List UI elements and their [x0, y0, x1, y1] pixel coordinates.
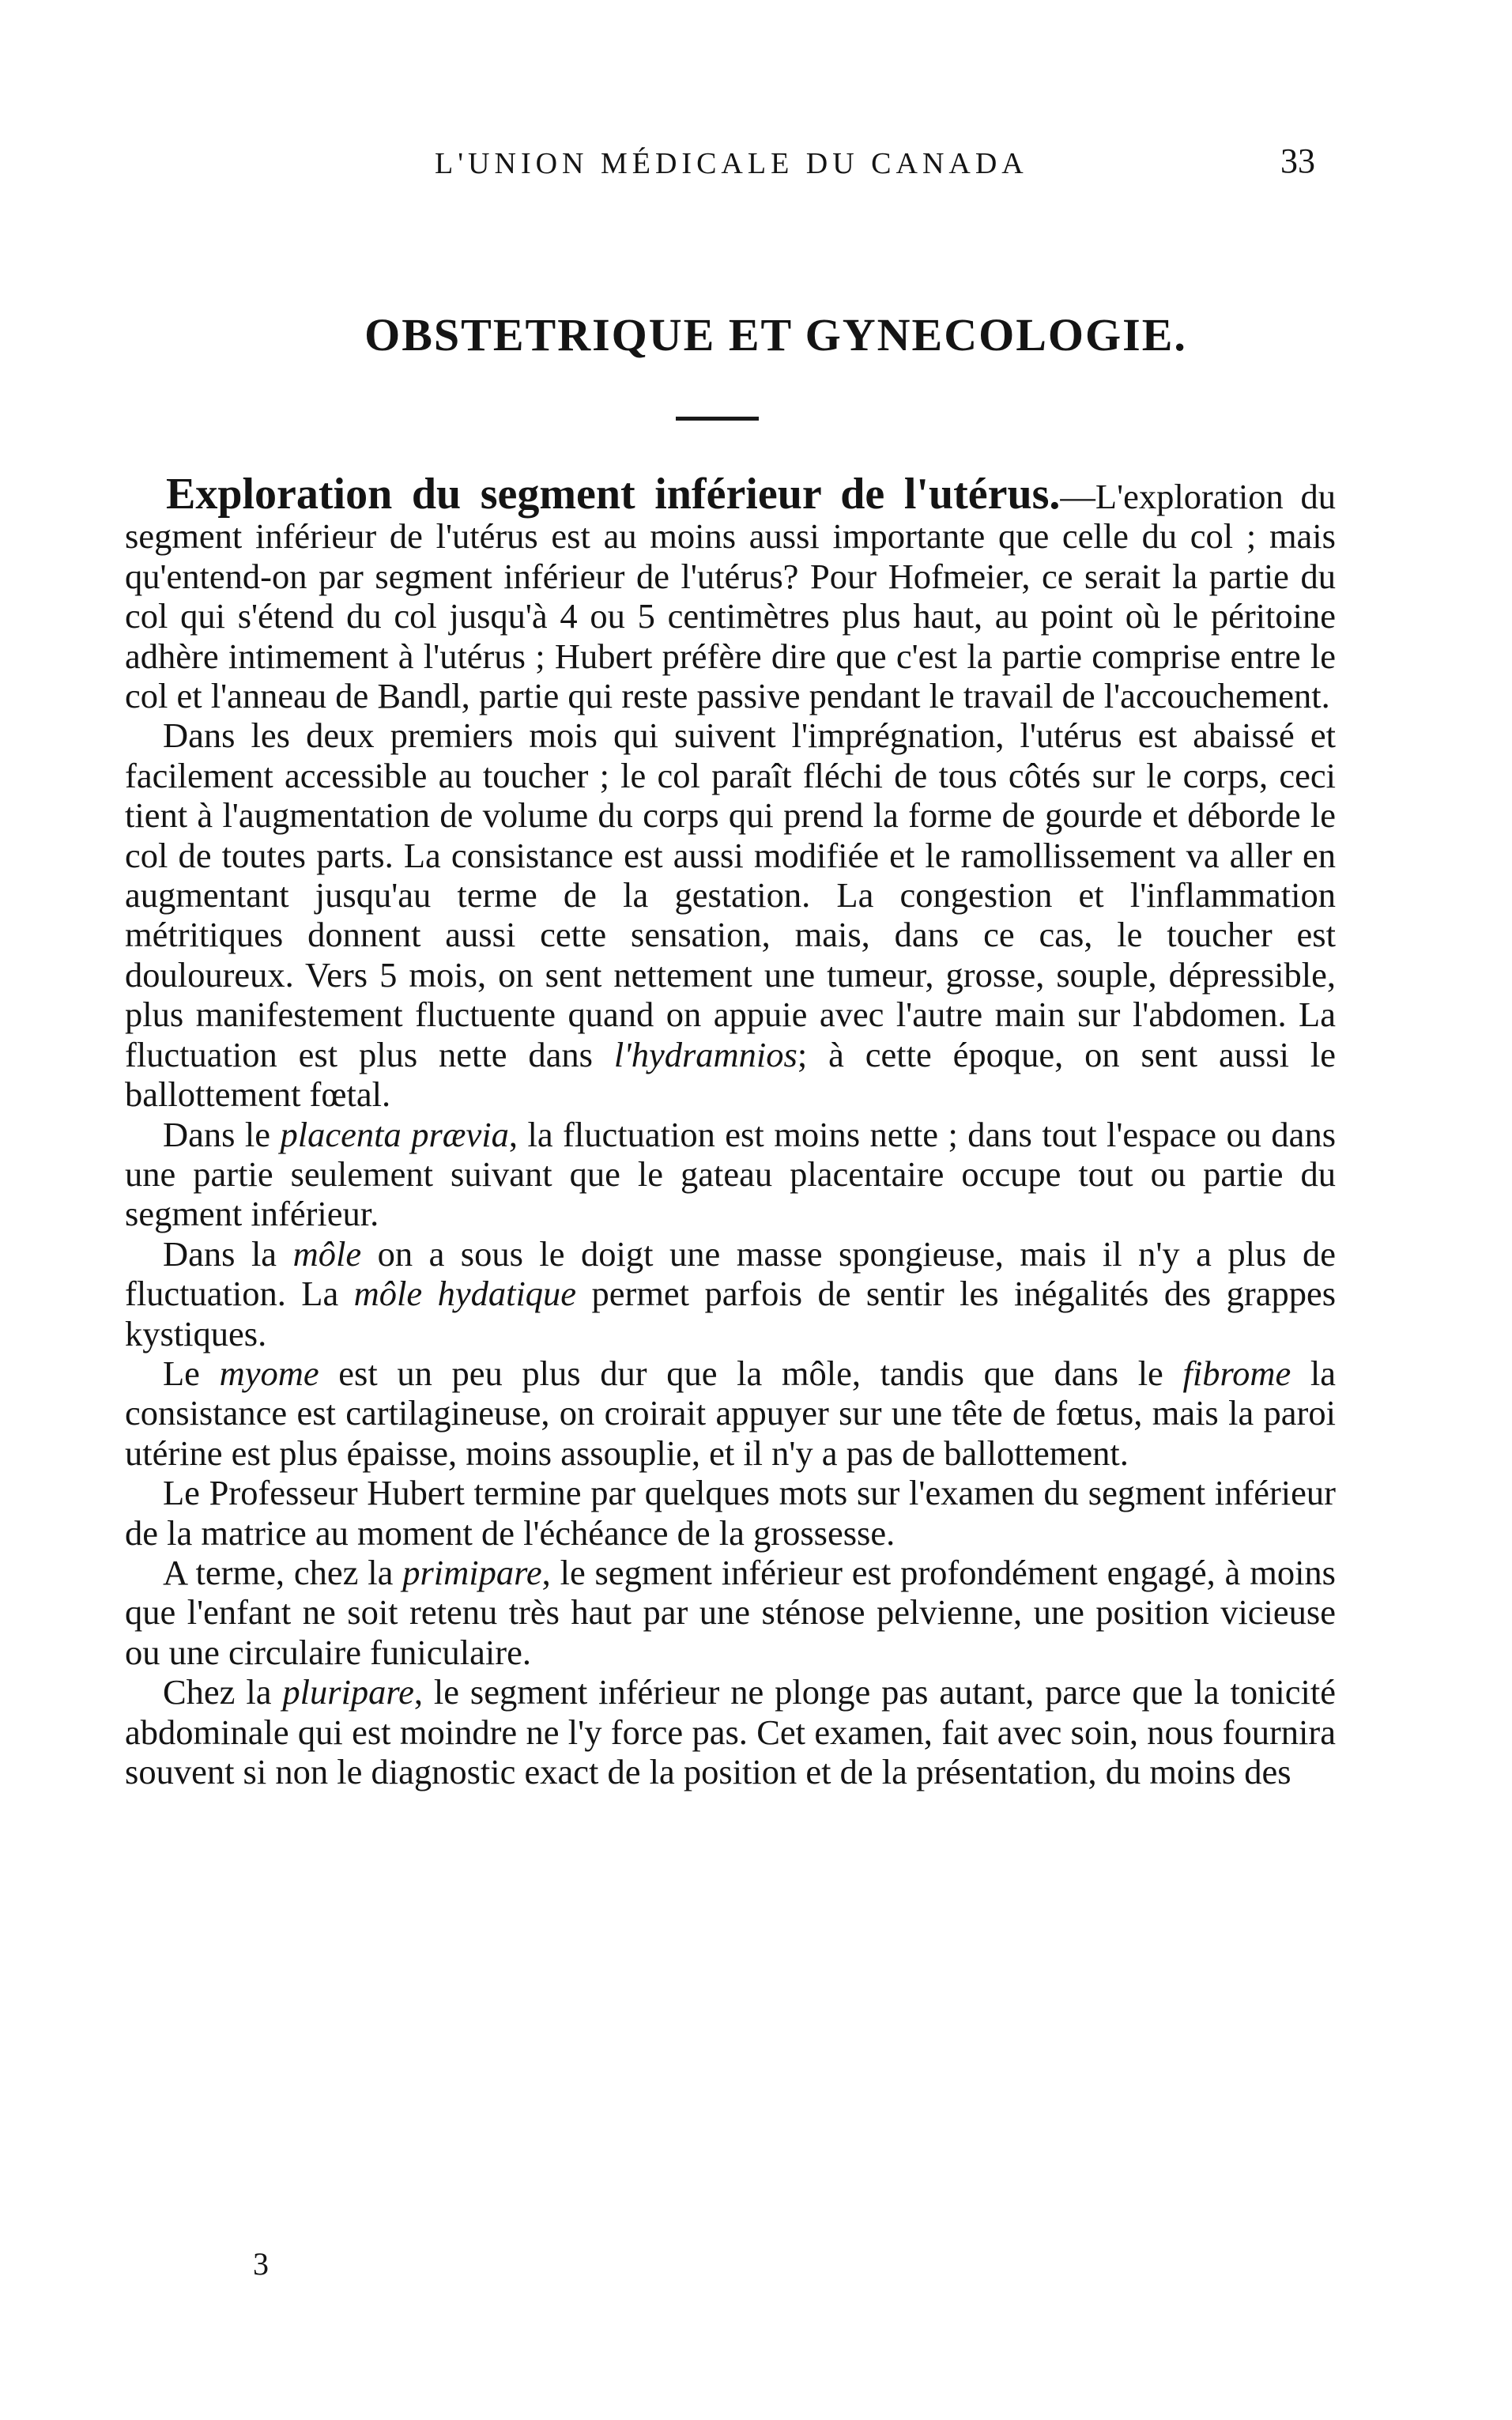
paragraph-7: A terme, chez la primipare, le segment inférieur est profondément engagé, à moins que l'enfant ne soit retenu très haut par une sténose pelvienne, une position vicieuse ou une circulaire funiculaire. — [125, 1552, 1336, 1672]
paragraph-5: Le myome est un peu plus dur que la môle, tandis que dans le fibrome la consistance est cartilagineuse, on croirait appuyer sur une tête de fœtus, mais la paroi utérine est plus épaisse, moins assouplie, et il n'y a pas de ballottement. — [125, 1353, 1337, 1473]
paragraph-4: Dans la môle on a sous le doigt une masse spongieuse, mais il n'y a plus de fluctuation. La môle hydatique permet parfois de sentir les inégalités des grappes kystiques. — [125, 1233, 1337, 1353]
italic-term: fibrome — [1182, 1353, 1291, 1393]
paragraph-1-text: —L'exploration du segment inférieur de l'utérus est au moins aussi importante que celle du col ; mais qu'entend-on par segment inférieur de l'utérus? Pour Hofmeier, ce serait la partie du col qui s'étend du col jusqu'à 4 ou 5 centimètres plus haut, au point où le péritoine adhère intimement à l'utérus ; Hubert préfère dire que c'est la partie comprise entre le col et l'anneau de Bandl, partie qui reste passive pendant le travail de l'accouchement. — [125, 477, 1336, 716]
italic-term: myome — [219, 1353, 319, 1393]
paragraph-8: Chez la pluripare, le segment inférieur ne plonge pas autant, parce que la tonicité abdominale qui est moindre ne l'y force pas. Cet examen, fait avec soin, nous fournira souvent si non le diagnostic exact de la position et de la présentation, du moins des — [125, 1672, 1336, 1791]
italic-term: pluripare — [282, 1672, 414, 1712]
italic-term: môle — [292, 1233, 362, 1274]
paragraph-2: Dans les deux premiers mois qui suivent l'imprégnation, l'utérus est abaissé et facilement accessible au toucher ; le col paraît fléchi de tous côtés sur le corps, ceci tient à l'augmentation de volume du corps qui prend la forme de gourde et déborde le col de toutes parts. La consistance est aussi modifiée et le ramollissement va aller en augmentant jusqu'au terme de la gestation. La congestion et l'inflammation métritiques donnent aussi cette sensation, mais, dans ce cas, le toucher est douloureux. Vers 5 mois, on sent nettement une tumeur, grosse, souple, dépressible, plus manifestement fluctuente quand on appuie avec l'autre main sur l'abdomen. La fluctuation est plus nette dans l'hydramnios; à cette époque, on sent aussi le ballottement fœtal. — [125, 715, 1336, 1115]
page-number: 33 — [1280, 142, 1315, 180]
article-heading: Exploration du segment inférieur de l'utérus. — [166, 470, 1061, 519]
italic-term: primipare — [402, 1552, 542, 1592]
running-head: L'UNION MÉDICALE DU CANADA — [435, 147, 1028, 180]
paragraph-6: Le Professeur Hubert termine par quelques mots sur l'examen du segment inférieur de la matrice au moment de l'échéance de la grossesse. — [125, 1473, 1336, 1553]
signature-mark: 3 — [253, 2246, 269, 2282]
title-rule — [676, 417, 759, 421]
italic-term: môle hydatique — [353, 1274, 577, 1314]
italic-term: placenta prævia — [280, 1114, 509, 1154]
section-title: OBSTETRIQUE ET GYNECOLOGIE. — [364, 309, 1187, 361]
paragraph-1 — [125, 470, 1336, 716]
paragraph-3: Dans le placenta prævia, la fluctuation est moins nette ; dans tout l'espace ou dans une partie seulement suivant que le gateau placentaire occupe tout ou partie du segment inférieur. — [125, 1114, 1337, 1234]
article-body — [125, 470, 1337, 1791]
italic-term: l'hydramnios — [613, 1034, 797, 1074]
